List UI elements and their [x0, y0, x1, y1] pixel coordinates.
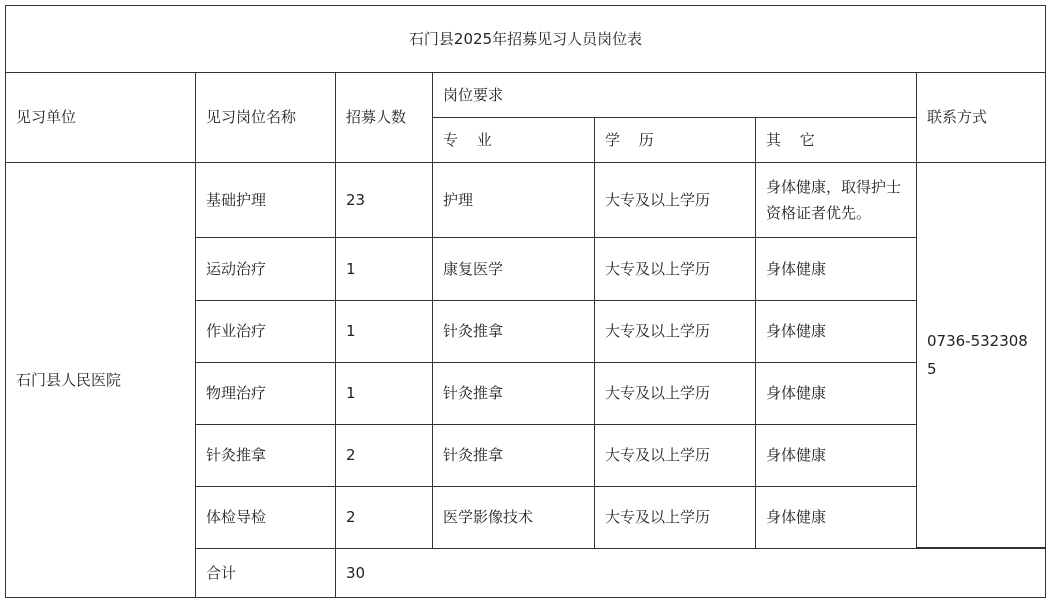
- header-education-label: 学 历: [605, 130, 661, 149]
- table-title: [5, 5, 1046, 73]
- total-label: 合计: [206, 563, 237, 582]
- header-unit-label: 见习单位: [16, 108, 77, 126]
- table-row-other: [755, 237, 917, 301]
- unit-name: 石门县人民医院: [16, 370, 122, 389]
- major-text: 医学影像技术: [443, 508, 534, 526]
- position-text: 针灸推拿: [206, 446, 267, 464]
- table-row-other: [755, 424, 917, 487]
- education-text: 大专及以上学历: [605, 446, 711, 464]
- header-contact: [916, 72, 1046, 163]
- table-row-major: [432, 424, 595, 487]
- header-position-label: 见习岗位名称: [206, 108, 297, 126]
- position-text: 物理治疗: [206, 384, 267, 402]
- count-text: 23: [346, 190, 366, 209]
- table-row-education: [594, 362, 756, 425]
- header-major: [432, 117, 595, 163]
- total-value-cell: [335, 548, 1046, 598]
- table-row-position: [195, 300, 336, 363]
- table-row-count: [335, 362, 433, 425]
- header-education: [594, 117, 756, 163]
- other-text: 身体健康: [766, 446, 827, 464]
- table-row-count: [335, 162, 433, 238]
- table-row-count: [335, 424, 433, 487]
- education-text: 大专及以上学历: [605, 322, 711, 340]
- count-text: 2: [346, 508, 356, 526]
- header-requirements: [432, 72, 917, 118]
- count-text: 1: [346, 322, 356, 340]
- header-unit: [5, 72, 196, 163]
- header-position: [195, 72, 336, 163]
- table-row-education: [594, 237, 756, 301]
- table-row-position: [195, 237, 336, 301]
- other-text: 身体健康: [766, 259, 827, 278]
- table-row-other: [755, 486, 917, 549]
- other-text: 身体健康: [766, 384, 827, 402]
- position-text: 基础护理: [206, 190, 267, 209]
- total-label-cell: [195, 548, 336, 598]
- contact-cell: [916, 162, 1046, 548]
- table-row-major: [432, 237, 595, 301]
- position-text: 运动治疗: [206, 259, 267, 278]
- other-text: 身体健康: [766, 508, 827, 526]
- header-requirements-label: 岗位要求: [443, 85, 504, 104]
- header-other-label: 其 它: [766, 130, 822, 149]
- header-major-label: 专 业: [443, 130, 499, 149]
- table-row-education: [594, 300, 756, 363]
- education-text: 大专及以上学历: [605, 384, 711, 402]
- table-row-count: [335, 486, 433, 549]
- table-title-text: 石门县2025年招募见习人员岗位表: [408, 29, 643, 48]
- position-text: 作业治疗: [206, 322, 267, 340]
- header-count-label: 招募人数: [346, 108, 407, 126]
- major-text: 针灸推拿: [443, 446, 504, 464]
- position-text: 体检导检: [206, 508, 267, 526]
- table-row-count: [335, 300, 433, 363]
- major-text: 针灸推拿: [443, 384, 504, 402]
- education-text: 大专及以上学历: [605, 508, 711, 526]
- education-text: 大专及以上学历: [605, 259, 711, 278]
- other-text: 身体健康，取得护士资格证者优先。: [766, 178, 902, 222]
- table-row-position: [195, 362, 336, 425]
- table-row-other: [755, 362, 917, 425]
- count-text: 1: [346, 384, 356, 402]
- header-other: [755, 117, 917, 163]
- table-row-major: [432, 162, 595, 238]
- table-row-major: [432, 300, 595, 363]
- header-count: [335, 72, 433, 163]
- table-row-count: [335, 237, 433, 301]
- table-row-education: [594, 486, 756, 549]
- unit-cell: [5, 162, 196, 598]
- contact-value: 0736-5323085: [927, 332, 1028, 378]
- major-text: 针灸推拿: [443, 322, 504, 340]
- table-row-major: [432, 486, 595, 549]
- total-value: 30: [346, 563, 366, 582]
- table-row-position: [195, 424, 336, 487]
- table-row-major: [432, 362, 595, 425]
- table-row-position: [195, 486, 336, 549]
- table-row-other: [755, 162, 917, 238]
- header-contact-label: 联系方式: [927, 108, 988, 126]
- major-text: 护理: [443, 190, 474, 209]
- education-text: 大专及以上学历: [605, 190, 711, 209]
- count-text: 1: [346, 259, 356, 278]
- table-row-education: [594, 162, 756, 238]
- table-row-education: [594, 424, 756, 487]
- other-text: 身体健康: [766, 322, 827, 340]
- count-text: 2: [346, 446, 356, 464]
- major-text: 康复医学: [443, 259, 504, 278]
- table-row-position: [195, 162, 336, 238]
- table-row-other: [755, 300, 917, 363]
